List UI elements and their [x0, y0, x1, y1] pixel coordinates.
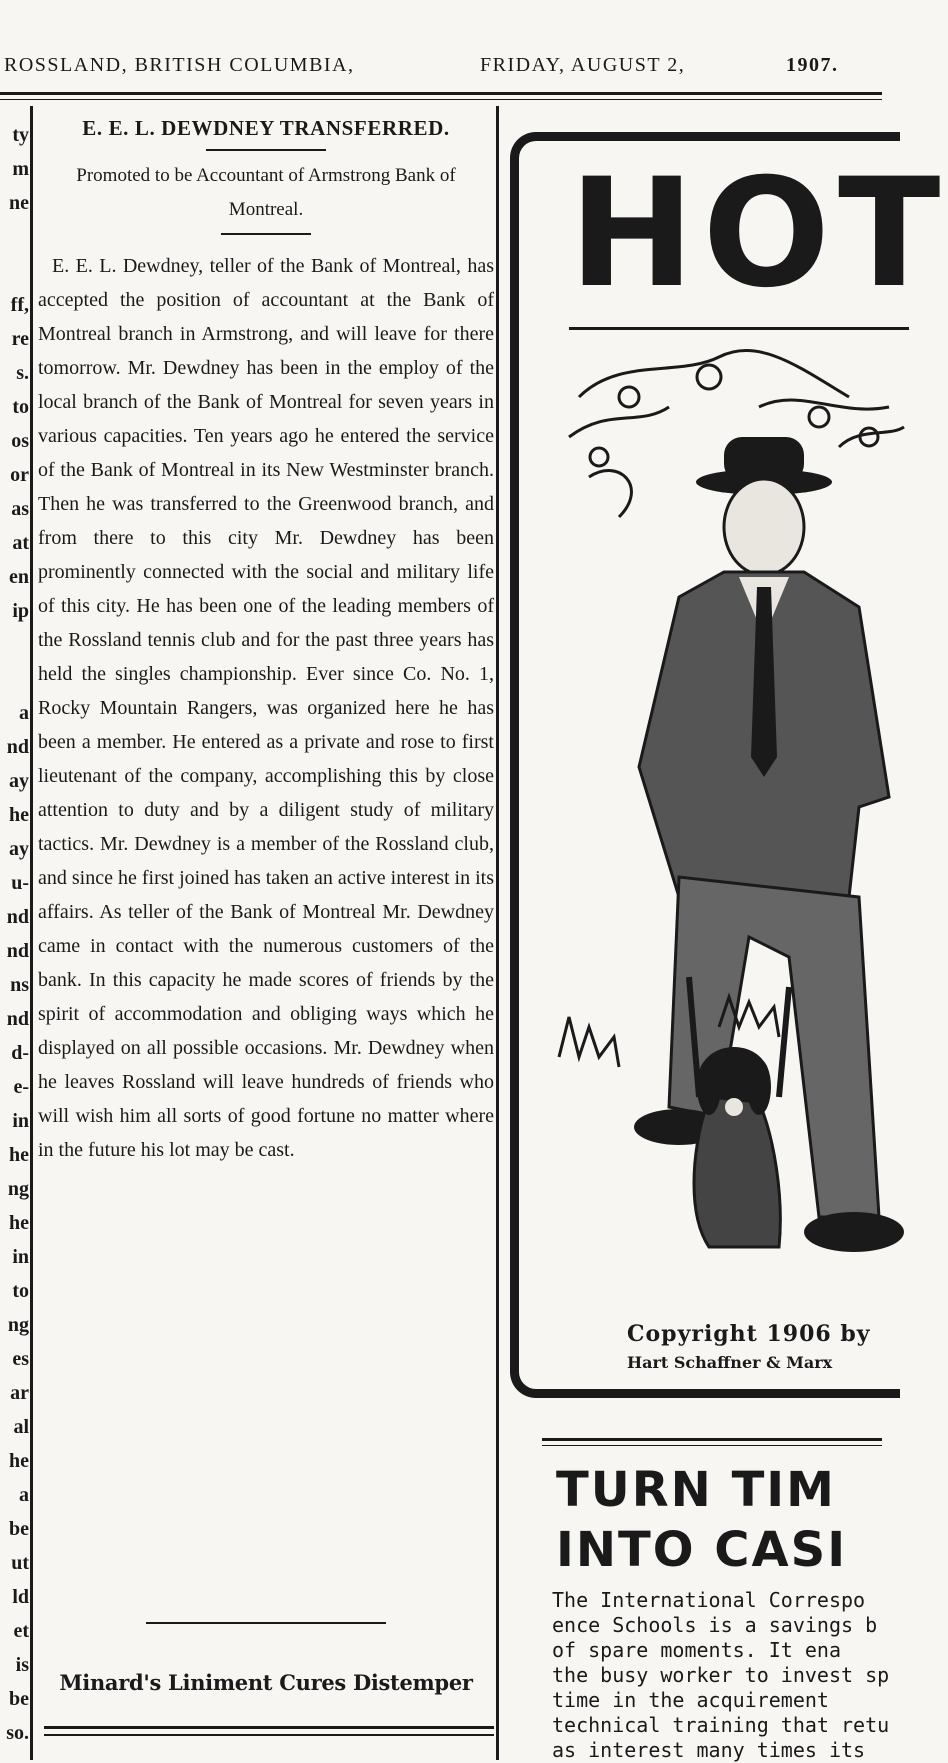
man-in-hat-illustration	[559, 337, 909, 1277]
masthead-rule	[0, 92, 882, 95]
fragment-line: ns	[10, 974, 29, 996]
subhead-rule	[221, 233, 311, 235]
ics-text-line: the busy worker to invest sp	[552, 1663, 890, 1687]
fragment-line: m	[12, 158, 29, 180]
fragment-line: ut	[11, 1552, 29, 1574]
masthead-rule-thin	[0, 99, 882, 100]
fragment-line: ay	[9, 838, 29, 860]
fragment-line: nd	[6, 906, 29, 928]
fragment-line: to	[12, 1280, 29, 1302]
fragment-line: or	[10, 464, 29, 486]
fragment-line: ay	[9, 770, 29, 792]
fragment-line: a	[19, 702, 29, 724]
ad-title: HOT	[569, 147, 948, 321]
fragment-line: ip	[12, 600, 29, 622]
fragment-line	[0, 662, 29, 696]
fragment-line: al	[13, 1416, 29, 1438]
fragment-line: d-	[11, 1042, 29, 1064]
clothing-advertisement	[510, 132, 948, 1398]
ics-text-line: as interest many times its	[552, 1738, 866, 1762]
right-rule-thin	[542, 1445, 882, 1446]
liniment-ad: Minard's Liniment Cures Distemper	[59, 1670, 473, 1695]
column-divider-left	[30, 106, 33, 1760]
headline-rule	[206, 149, 326, 151]
fragment-line: ty	[12, 124, 29, 146]
ad-copyright: Copyright 1906 by	[627, 1321, 871, 1347]
ics-text-line: of spare moments. It ena	[552, 1638, 841, 1662]
article-subhead: Promoted to be Accountant of Armstrong Bank of Montreal.	[76, 165, 456, 220]
masthead	[0, 54, 882, 90]
fragment-line: s.	[16, 362, 29, 384]
fragment-line: et	[13, 1620, 29, 1642]
ics-ad-text	[552, 1588, 890, 1763]
fragment-line: to	[12, 396, 29, 418]
fragment-line: ng	[7, 1178, 29, 1200]
article-end-rule	[146, 1622, 386, 1624]
ics-ad-title	[556, 1460, 882, 1580]
fragment-line: ld	[12, 1586, 29, 1608]
fragment-line: ng	[7, 1314, 29, 1336]
left-column-fragment	[0, 118, 29, 1750]
fragment-line: re	[11, 328, 29, 350]
fragment-line: so.	[6, 1722, 29, 1744]
fragment-line: he	[9, 1144, 29, 1166]
ics-text-line: The International Correspo	[552, 1588, 866, 1612]
masthead-year: 1907.	[786, 54, 839, 76]
fragment-line: en	[9, 566, 29, 588]
fragment-line: is	[15, 1654, 29, 1676]
fragment-line: es	[12, 1348, 29, 1370]
column-divider-right	[496, 106, 499, 1760]
fragment-line: e-	[13, 1076, 29, 1098]
bottom-rule-thin	[44, 1734, 494, 1736]
fragment-line: in	[12, 1246, 29, 1268]
article-headline: E. E. L. DEWDNEY TRANSFERRED.	[82, 116, 450, 140]
fragment-line: at	[12, 532, 29, 554]
fragment-line: be	[9, 1688, 29, 1710]
ics-text-line: ence Schools is a savings b	[552, 1613, 878, 1637]
ics-ad-title-line2: INTO CASI	[556, 1522, 848, 1578]
fragment-line: nd	[6, 940, 29, 962]
ics-text-line: time in the acquirement	[552, 1688, 829, 1712]
masthead-place: ROSSLAND, BRITISH COLUMBIA,	[4, 54, 355, 76]
masthead-date: FRIDAY, AUGUST 2,	[480, 54, 686, 76]
fragment-line: he	[9, 1450, 29, 1472]
ics-ad-title-line1: TURN TIM	[556, 1462, 836, 1518]
fragment-line	[0, 628, 29, 662]
dog-illustration	[694, 1047, 780, 1247]
ad-copyright-holder: Hart Schaffner & Marx	[627, 1353, 833, 1372]
fragment-line: nd	[6, 1008, 29, 1030]
fragment-line: os	[11, 430, 29, 452]
fragment-line: he	[9, 804, 29, 826]
article-body: E. E. L. Dewdney, teller of the Bank of Montreal, has accepted the position of accountant at the Bank of Montreal branch in Armstrong, and will leave for there tomorrow. Mr. Dewdney has been in the employ of the local branch of the Bank of Montreal for seven years in various capacities. Ten years ago he entered the service of the Bank of Montreal in its New Westminster branch. Then he was transferred to the Greenwood branch, and from there to this city Mr. Dewdney has been prominently connected with the social and military life of this city. He has been one of the leading members of the Rossland tennis club and for the past three years has held the singles championship. Ever since Co. No. 1, Rocky Mountain Rangers, was organized here he has been a member. He entered as a private and rose to first lieutenant of the company, accomplishing this by close attention to duty and by a diligent study of military tactics. Mr. Dewdney is a member of the Rossland club, and since he first joined has taken an active interest in its affairs. As teller of the Bank of Montreal Mr. Dewdney came in contact with the numerous customers of the bank. In this capacity he made scores of friends by the spirit of accommodation and obliging ways which he displayed on all possible occasions. Mr. Dewdney when he leaves Rossland will leave hundreds of friends who will wish him all sorts of good fortune no matter where in the future his lot may be cast.	[38, 255, 494, 1161]
fragment-line: nd	[6, 736, 29, 758]
fragment-line: ne	[9, 192, 29, 214]
fragment-line: as	[11, 498, 29, 520]
fragment-line	[0, 220, 29, 254]
fragment-line: u-	[11, 872, 29, 894]
article	[38, 116, 494, 1167]
fragment-line	[0, 254, 29, 288]
fragment-line: in	[12, 1110, 29, 1132]
right-rule	[542, 1438, 882, 1441]
ics-text-line: technical training that retu	[552, 1713, 890, 1737]
fragment-line: he	[9, 1212, 29, 1234]
fragment-line: ar	[10, 1382, 29, 1404]
ad-title-rule	[569, 327, 909, 330]
bottom-rule	[44, 1726, 494, 1729]
fragment-line: ff,	[10, 294, 29, 316]
fragment-line: be	[9, 1518, 29, 1540]
fragment-line: a	[19, 1484, 29, 1506]
